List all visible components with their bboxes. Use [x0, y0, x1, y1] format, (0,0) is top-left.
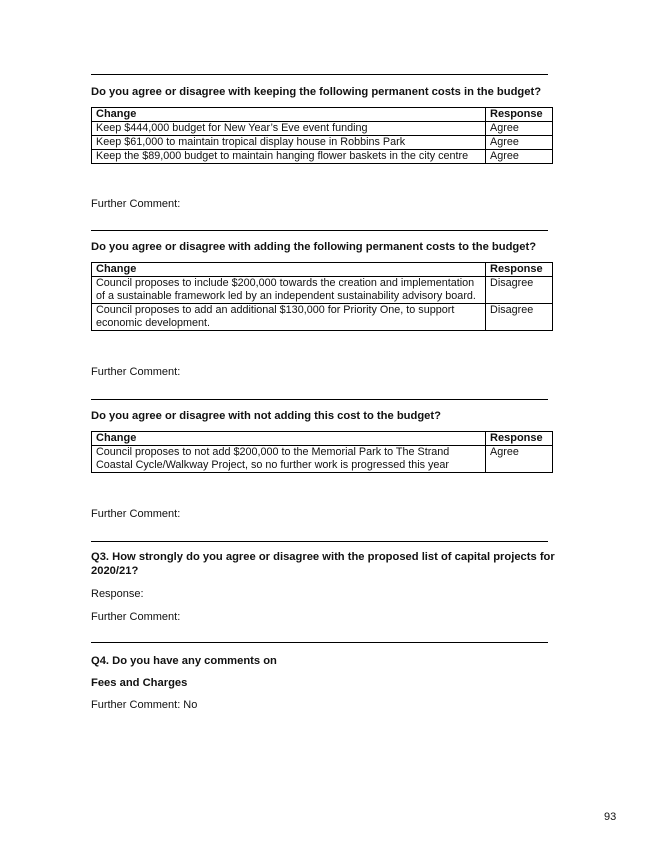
further-comment-label: Further Comment: [91, 611, 181, 623]
response-cell: Disagree [486, 304, 553, 331]
column-header-change: Change [92, 108, 486, 122]
change-cell: Keep $444,000 budget for New Year’s Eve event funding [92, 122, 486, 136]
section-divider [91, 74, 548, 75]
column-header-response: Response [486, 263, 553, 277]
response-label: Response: [91, 588, 144, 600]
further-comment-label: Further Comment: [91, 198, 181, 210]
further-comment-label: Further Comment: [91, 508, 181, 520]
table-row [92, 150, 553, 164]
table-row [92, 136, 553, 150]
response-table [91, 431, 553, 473]
page-number: 93 [604, 811, 617, 823]
section-divider [91, 541, 548, 542]
further-comment-label: Further Comment: No [91, 699, 198, 711]
change-cell: Council proposes to include $200,000 towards the creation and implementation of a sustainable framework led by an independent sustainability advisory board. [92, 277, 486, 304]
column-header-response: Response [486, 432, 553, 446]
further-comment-label: Further Comment: [91, 366, 181, 378]
section-divider [91, 230, 548, 231]
table-header-row [92, 432, 553, 446]
column-header-change: Change [92, 432, 486, 446]
response-table [91, 107, 553, 164]
subheading-fees-and-charges: Fees and Charges [91, 677, 188, 689]
response-cell: Agree [486, 122, 553, 136]
response-table [91, 262, 553, 331]
section-divider [91, 399, 548, 400]
response-cell: Agree [486, 446, 553, 473]
table-row [92, 304, 553, 331]
question-heading-q4: Q4. Do you have any comments on [91, 655, 277, 667]
response-cell: Agree [486, 150, 553, 164]
table-row [92, 122, 553, 136]
section-divider [91, 642, 548, 643]
column-header-change: Change [92, 263, 486, 277]
table-header-row [92, 108, 553, 122]
table-row [92, 446, 553, 473]
change-cell: Keep $61,000 to maintain tropical display house in Robbins Park [92, 136, 486, 150]
response-cell: Disagree [486, 277, 553, 304]
response-cell: Agree [486, 136, 553, 150]
change-cell: Council proposes to add an additional $130,000 for Priority One, to support economic development. [92, 304, 486, 331]
change-cell: Council proposes to not add $200,000 to the Memorial Park to The Strand Coastal Cycle/Walkway Project, so no further work is progressed this year [92, 446, 486, 473]
question-heading: Do you agree or disagree with adding the following permanent costs to the budget? [91, 241, 537, 253]
table-row [92, 277, 553, 304]
table-header-row [92, 263, 553, 277]
change-cell: Keep the $89,000 budget to maintain hanging flower baskets in the city centre [92, 150, 486, 164]
question-heading: Do you agree or disagree with not adding this cost to the budget? [91, 410, 441, 422]
question-heading: Do you agree or disagree with keeping the following permanent costs in the budget? [91, 86, 542, 98]
column-header-response: Response [486, 108, 553, 122]
question-heading-q3: Q3. How strongly do you agree or disagree with the proposed list of capital projects for 2020/21? [91, 551, 555, 577]
